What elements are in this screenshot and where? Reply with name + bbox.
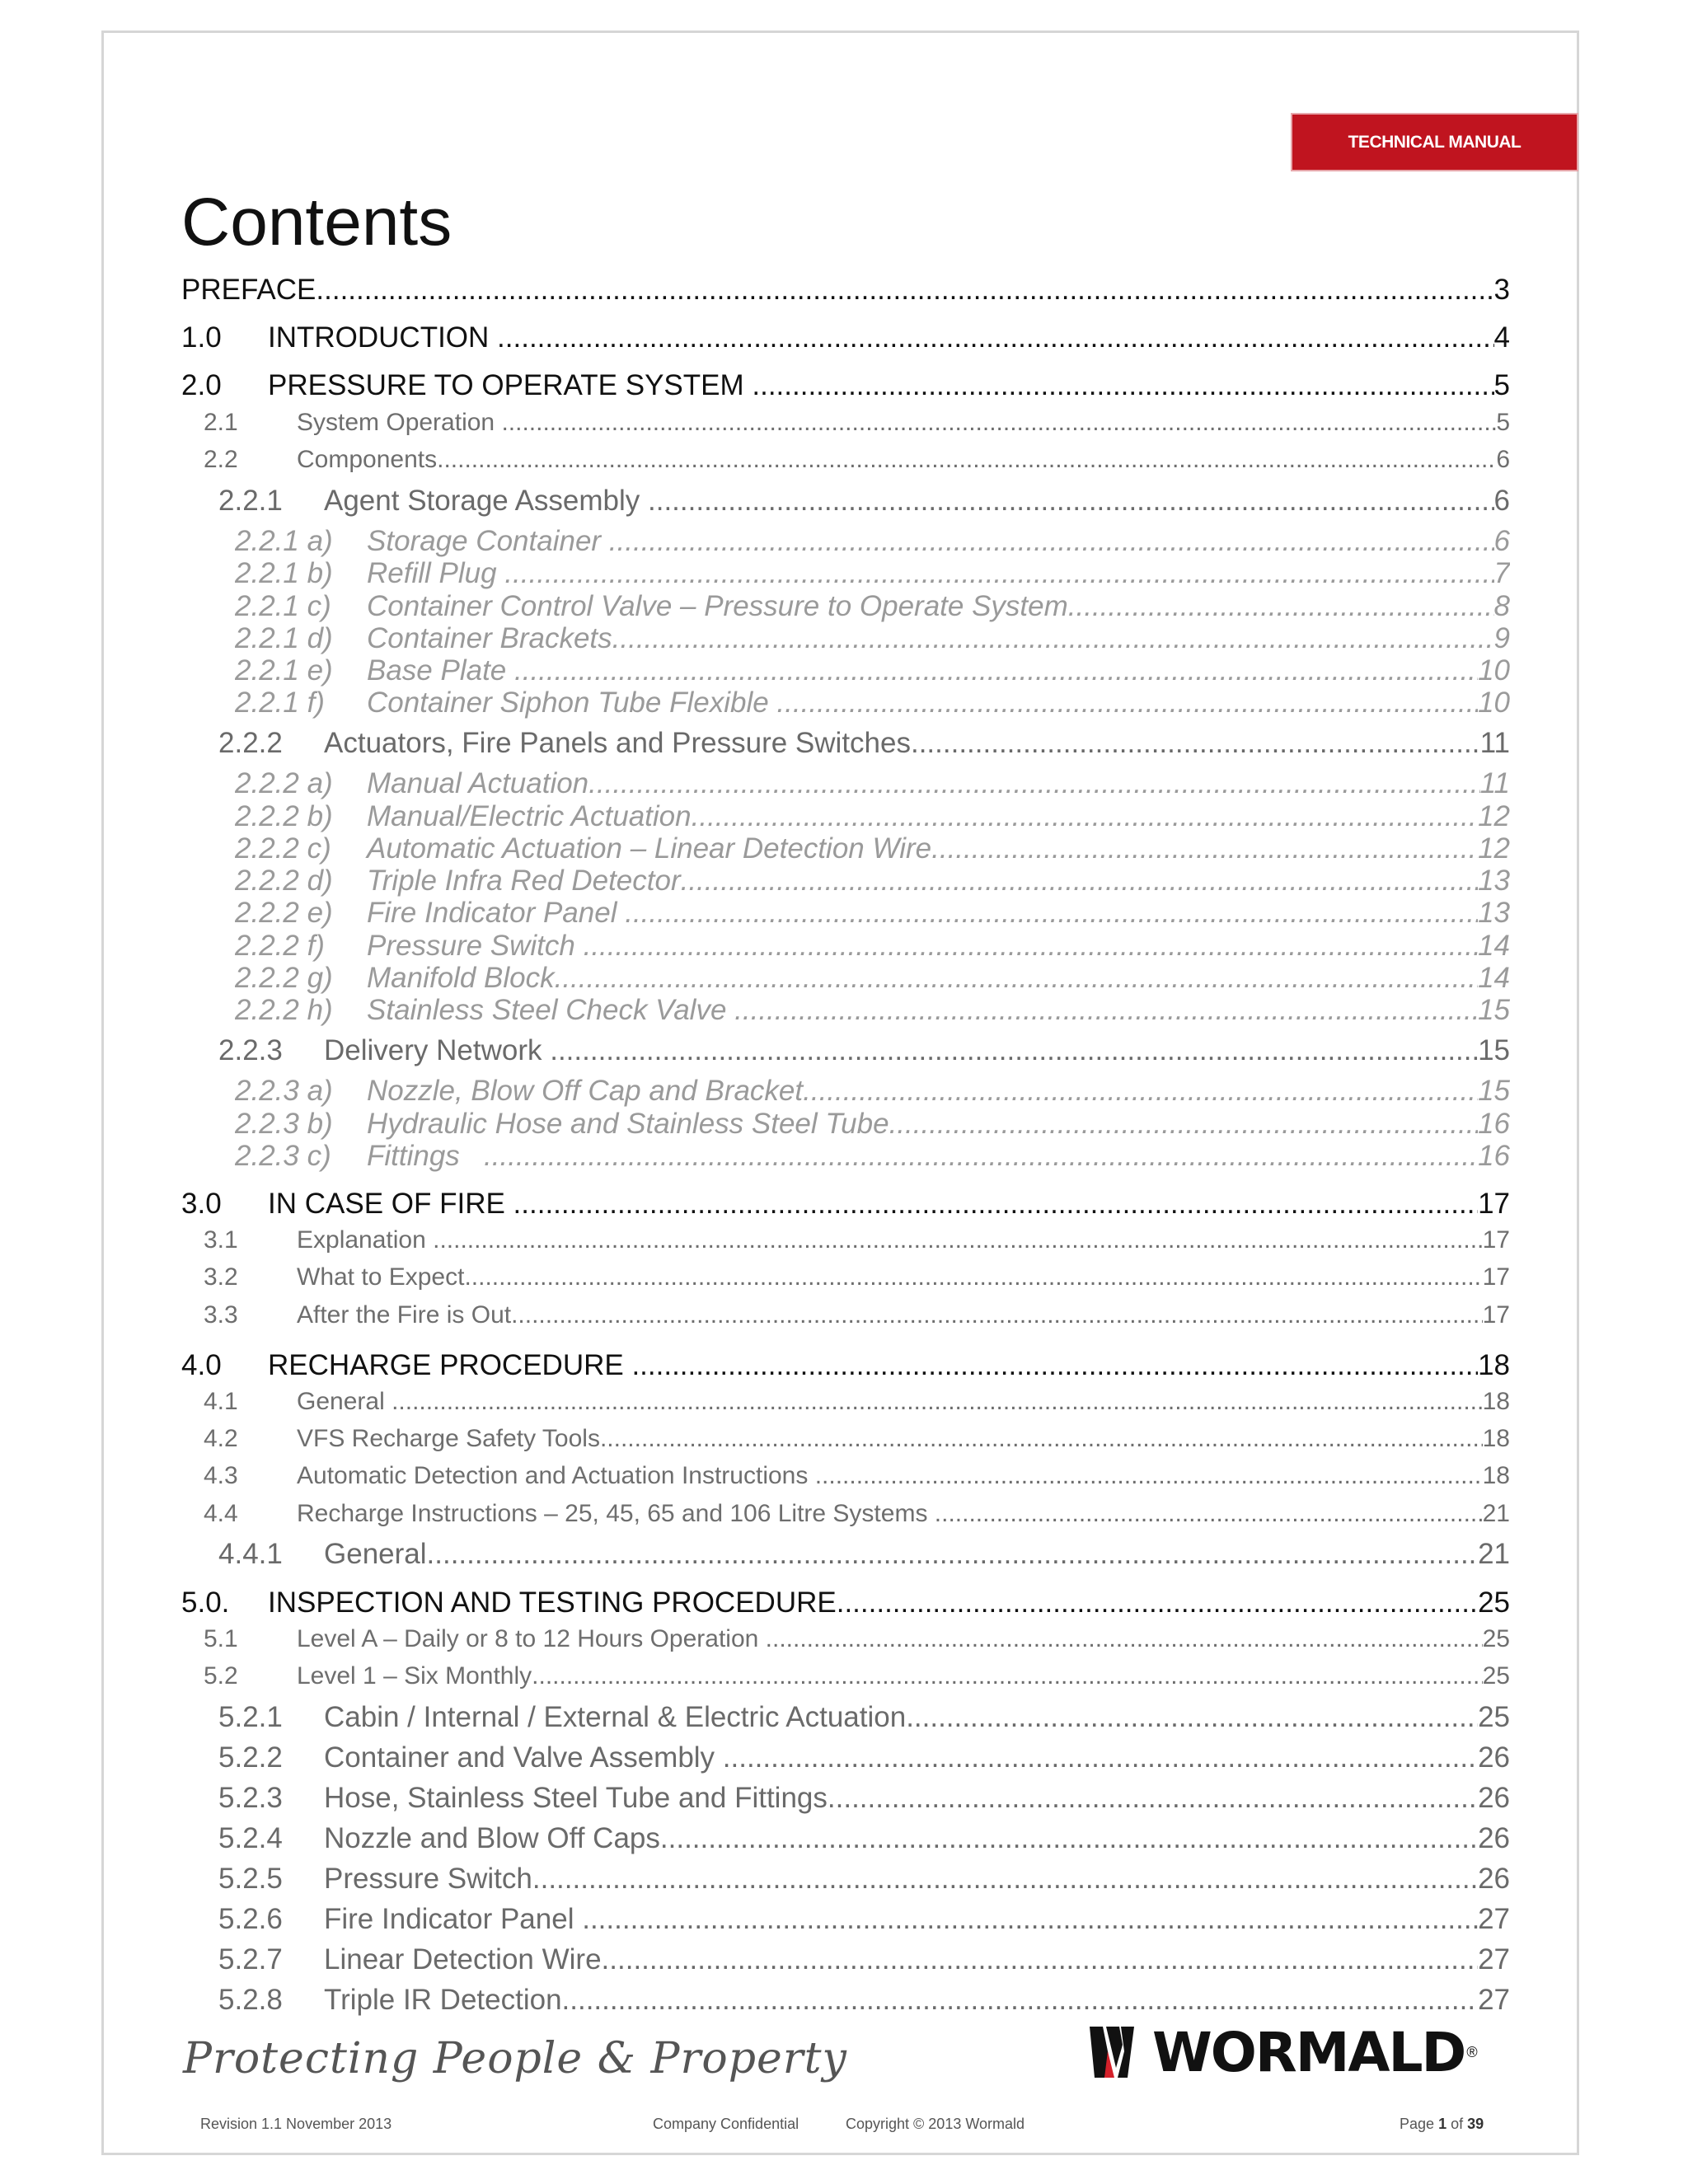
toc-entry[interactable] [181,1586,1510,1619]
toc-entry-page: 8 [1493,590,1510,622]
toc-entry-label: Triple Infra Red Detector [367,865,681,897]
toc-entry-page: 16 [1478,1140,1510,1172]
toc-entry-label: Level 1 – Six Monthly [297,1662,532,1690]
toc-entry-page: 6 [1493,525,1510,557]
toc-entry[interactable] [218,1034,1510,1067]
toc-entry[interactable] [218,1863,1510,1896]
toc-entry[interactable] [235,525,1510,558]
toc-entry-label: Nozzle, Blow Off Cap and Bracket [367,1075,804,1107]
toc-dot-leader [612,622,1494,655]
toc-entry-page: 10 [1478,654,1510,687]
toc-dot-leader [588,767,1480,800]
toc-entry[interactable] [218,1943,1510,1976]
toc-entry-number: 2.2.2 h) [235,994,333,1026]
toc-entry-page: 13 [1478,865,1510,897]
toc-entry[interactable] [235,897,1510,930]
toc-dot-leader [734,994,1478,1027]
toc-entry-label: Manifold Block [367,962,555,994]
toc-entry-page: 21 [1482,1500,1510,1527]
toc-entry[interactable] [181,321,1510,354]
toc-entry[interactable] [235,930,1510,963]
toc-entry-number: 2.2.2 b) [235,800,333,832]
toc-entry-label: Linear Detection Wire [324,1943,602,1975]
toc-entry[interactable] [218,1538,1510,1571]
page-title: Contents [181,185,452,260]
toc-entry[interactable] [218,1984,1510,2017]
toc-entry-label: Fire Indicator Panel [324,1903,583,1935]
toc-dot-leader [681,865,1478,898]
toc-entry-number: 2.2.2 e) [235,897,333,929]
toc-entry-label: General [324,1538,427,1570]
toc-entry[interactable] [235,557,1510,590]
toc-entry-label: Hose, Stainless Steel Tube and Fittings [324,1782,828,1814]
toc-dot-leader [497,321,1493,354]
toc-entry-page: 27 [1478,1903,1510,1935]
toc-entry-number: 5.1 [204,1625,238,1652]
toc-entry-page: 5 [1496,409,1510,436]
toc-entry-page: 17 [1482,1226,1510,1254]
toc-entry[interactable] [235,767,1510,800]
toc-entry-label: Agent Storage Assembly [324,485,648,517]
slogan: Protecting People & Property [183,2034,847,2083]
toc-entry[interactable] [218,485,1510,518]
toc-dot-leader [484,1140,1478,1173]
toc-entry-number: 3.1 [204,1226,238,1254]
toc-entry-number: 2.2.2 f) [235,930,325,962]
footer-confidential: Company Confidential [653,2116,799,2132]
page-of: of [1451,2116,1464,2132]
toc-entry-page: 21 [1478,1538,1510,1570]
toc-entry-label: After the Fire is Out [297,1301,512,1329]
toc-dot-leader [464,1263,1482,1291]
toc-entry-number: 2.2.2 d) [235,865,333,897]
toc-entry-number: 2.2.3 a) [235,1075,333,1107]
toc-entry-number: 2.2.2 g) [235,962,333,994]
footer-page-number [1400,2116,1484,2133]
toc-entry-number: 2.2.2 a) [235,767,333,799]
toc-entry-number: 4.3 [204,1462,238,1489]
footer-revision: Revision 1.1 November 2013 [200,2116,392,2132]
toc-entry-number: 2.2.1 d) [235,622,333,654]
toc-dot-leader [427,1538,1479,1571]
toc-entry-page: 18 [1482,1425,1510,1452]
toc-entry-number: 4.4 [204,1500,238,1527]
toc-entry-label: Pressure Switch [324,1863,532,1895]
toc-entry-number: 4.1 [204,1388,238,1415]
toc-dot-leader [511,1301,1483,1329]
toc-entry[interactable] [204,1226,1510,1254]
toc-entry-page: 4 [1493,321,1510,354]
technical-manual-badge: TECHNICAL MANUAL [1291,113,1578,171]
toc-dot-leader [837,1586,1478,1619]
toc-dot-leader [815,1462,1483,1490]
toc-entry-page: 18 [1478,1349,1510,1381]
toc-entry-label: PREFACE [181,274,316,306]
toc-entry-page: 12 [1478,800,1510,832]
toc-entry-page: 26 [1478,1822,1510,1854]
toc-entry-number: 5.2.7 [218,1943,283,1975]
toc-dot-leader [1068,590,1494,623]
toc-entry-number: 4.0 [181,1349,222,1381]
toc-entry-label: Container and Valve Assembly [324,1741,723,1774]
toc-entry-page: 27 [1478,1943,1510,1975]
toc-entry[interactable] [204,1301,1510,1329]
toc-entry-page: 25 [1478,1701,1510,1733]
toc-entry-number: 5.2.4 [218,1822,283,1854]
toc-entry[interactable] [235,622,1510,655]
toc-dot-leader [582,1903,1478,1936]
toc-entry-page: 26 [1478,1863,1510,1895]
toc-entry-number: 1.0 [181,321,222,354]
toc-dot-leader [906,1701,1478,1734]
toc-entry-page: 15 [1478,994,1510,1026]
toc-entry-page: 15 [1478,1075,1510,1107]
toc-entry-page: 14 [1478,930,1510,962]
toc-entry-label: Container Control Valve – Pressure to Operate System [367,590,1068,622]
toc-entry-label: General [297,1388,392,1415]
toc-entry-page: 6 [1496,446,1510,473]
toc-entry-label: Fittings [367,1140,484,1172]
toc-entry-label: IN CASE OF FIRE [268,1188,513,1220]
page-total: 39 [1467,2116,1484,2132]
toc-entry-number: 5.2 [204,1662,238,1690]
toc-dot-leader [513,1188,1479,1221]
toc-entry[interactable] [235,962,1510,995]
toc-entry-number: 2.1 [204,409,238,436]
page-current: 1 [1438,2116,1447,2132]
toc-dot-leader [776,687,1478,719]
toc-dot-leader [766,1625,1483,1653]
toc-entry[interactable] [235,865,1510,898]
toc-entry[interactable] [204,1462,1510,1490]
toc-entry-number: 5.2.5 [218,1863,283,1895]
toc-entry-number: 2.2.1 b) [235,557,333,589]
toc-entry[interactable] [204,409,1510,437]
toc-entry-label: What to Expect [297,1263,465,1291]
toc-entry-number: 2.2.2 [218,727,283,759]
toc-dot-leader [803,1075,1478,1108]
toc-entry-number: 3.3 [204,1301,238,1329]
toc-dot-leader [660,1822,1478,1855]
toc-dot-leader [437,446,1496,474]
toc-dot-leader [648,485,1494,518]
toc-entry-label: RECHARGE PROCEDURE [268,1349,632,1381]
toc-dot-leader [625,897,1478,930]
toc-entry[interactable] [204,1388,1510,1416]
toc-dot-leader [316,274,1493,307]
toc-entry[interactable] [235,687,1510,719]
toc-dot-leader [723,1741,1478,1774]
toc-entry[interactable] [235,800,1510,833]
toc-dot-leader [550,1034,1478,1067]
toc-entry-label: INTRODUCTION [268,321,498,354]
toc-entry-label: Cabin / Internal / External & Electric Actuation [324,1701,907,1733]
toc-entry-page: 6 [1493,485,1510,517]
toc-entry-number: 2.2.3 [218,1034,283,1066]
toc-entry-label: Delivery Network [324,1034,551,1066]
toc-entry-page: 7 [1493,557,1510,589]
toc-dot-leader [889,1108,1478,1141]
toc-dot-leader [514,654,1478,687]
logo-text: WORMALD [1152,2020,1465,2084]
toc-dot-leader [931,832,1478,865]
toc-entry-page: 11 [1479,727,1510,759]
toc-entry-label: Base Plate [367,654,514,687]
toc-entry-page: 25 [1478,1586,1510,1619]
toc-entry-number: 2.2.1 c) [235,590,331,622]
toc-dot-leader [600,1425,1483,1453]
toc-entry-label: INSPECTION AND TESTING PROCEDURE [268,1586,837,1619]
toc-dot-leader [555,962,1478,995]
toc-entry-number: 2.2.3 c) [235,1140,331,1172]
toc-entry-label: Components [297,446,438,473]
toc-entry-page: 17 [1482,1263,1510,1291]
toc-entry-label: Level A – Daily or 8 to 12 Hours Operation [297,1625,766,1652]
toc-entry-label: Automatic Actuation – Linear Detection Wire [367,832,932,865]
toc-entry-page: 18 [1482,1462,1510,1489]
toc-entry-number: 3.0 [181,1188,222,1220]
toc-entry-label: Pressure Switch [367,930,584,962]
toc-entry-label: Container Siphon Tube Flexible [367,687,777,719]
footer-copyright: Copyright © 2013 Wormald [846,2116,1025,2132]
toc-entry[interactable] [235,994,1510,1027]
toc-entry[interactable] [235,1140,1510,1173]
toc-entry-page: 26 [1478,1741,1510,1774]
toc-entry-number: 2.2.3 b) [235,1108,333,1140]
toc-dot-leader [911,727,1480,760]
toc-entry[interactable] [204,1662,1510,1690]
toc-entry-number: 2.2.1 e) [235,654,333,687]
toc-entry-label: Manual/Electric Actuation [367,800,692,832]
toc-entry-page: 11 [1479,767,1510,799]
toc-dot-leader [631,1349,1478,1382]
toc-entry-page: 17 [1482,1301,1510,1329]
toc-entry-label: System Operation [297,409,502,436]
toc-dot-leader [692,800,1478,833]
toc-entry-page: 13 [1478,897,1510,929]
toc-entry-page: 15 [1478,1034,1510,1066]
toc-dot-leader [828,1782,1478,1815]
toc-entry-number: 5.2.2 [218,1741,283,1774]
toc-entry[interactable] [235,654,1510,687]
toc-entry[interactable] [218,1741,1510,1774]
toc-entry-number: 2.2.1 [218,485,283,517]
toc-dot-leader [501,409,1496,437]
toc-entry-label: Recharge Instructions – 25, 45, 65 and 106 Litre Systems [297,1500,935,1527]
toc-entry-number: 5.2.3 [218,1782,283,1814]
toc-dot-leader [584,930,1478,963]
toc-entry[interactable] [204,1500,1510,1528]
toc-entry-label: Fire Indicator Panel [367,897,626,929]
toc-entry-page: 10 [1478,687,1510,719]
toc-entry-label: Storage Container [367,525,609,557]
toc-dot-leader [935,1500,1483,1528]
toc-entry[interactable] [218,1822,1510,1855]
toc-entry-number: 4.2 [204,1425,238,1452]
toc-entry[interactable] [181,1188,1510,1221]
toc-entry-label: Stainless Steel Check Valve [367,994,735,1026]
toc-entry[interactable] [181,274,1510,307]
toc-entry[interactable] [235,590,1510,623]
toc-entry[interactable] [204,1425,1510,1453]
toc-dot-leader [602,1943,1479,1976]
toc-entry[interactable] [235,1075,1510,1108]
wormald-logo-icon [1090,2027,1147,2078]
toc-dot-leader [433,1226,1483,1254]
toc-entry-page: 27 [1478,1984,1510,2016]
toc-entry-label: Hydraulic Hose and Stainless Steel Tube [367,1108,889,1140]
toc-entry-page: 26 [1478,1782,1510,1814]
toc-dot-leader [532,1662,1482,1690]
toc-entry-page: 17 [1478,1188,1510,1220]
toc-entry[interactable] [218,1701,1510,1734]
page-prefix: Page [1400,2116,1435,2132]
toc-entry[interactable] [235,1108,1510,1141]
toc-entry-number: 5.2.1 [218,1701,283,1733]
toc-entry[interactable] [181,1349,1510,1382]
toc-entry-page: 16 [1478,1108,1510,1140]
toc-dot-leader [609,525,1494,558]
toc-entry-page: 9 [1493,622,1510,654]
toc-entry[interactable] [218,1903,1510,1936]
toc-entry-label: Nozzle and Blow Off Caps [324,1822,660,1854]
toc-entry-number: 4.4.1 [218,1538,283,1570]
toc-dot-leader [392,1388,1483,1416]
toc-entry-page: 25 [1482,1625,1510,1652]
toc-entry-number: 2.0 [181,369,222,401]
wormald-logo [1090,2020,1518,2084]
toc-entry-label: Explanation [297,1226,434,1254]
toc-dot-leader [532,1863,1478,1896]
toc-entry[interactable] [218,727,1510,760]
toc-entry-number: 2.2.1 a) [235,525,333,557]
toc-entry-label: Refill Plug [367,557,505,589]
toc-entry-page: 12 [1478,832,1510,865]
toc-entry-page: 25 [1482,1662,1510,1690]
toc-entry-label: Automatic Detection and Actuation Instructions [297,1462,815,1489]
toc-entry[interactable] [181,369,1510,402]
toc-entry[interactable] [235,832,1510,865]
toc-entry-number: 5.2.6 [218,1903,283,1935]
toc-entry-label: Triple IR Detection [324,1984,562,2016]
toc-entry[interactable] [204,1625,1510,1653]
toc-entry-label: Container Brackets [367,622,612,654]
toc-dot-leader [504,557,1493,590]
toc-entry-page: 14 [1478,962,1510,994]
toc-entry-page: 5 [1493,369,1510,401]
toc-entry-number: 5.0. [181,1586,230,1619]
toc-entry-label: Actuators, Fire Panels and Pressure Switches [324,727,911,759]
toc-entry-number: 5.2.8 [218,1984,283,2016]
toc-entry-number: 2.2 [204,446,238,473]
toc-entry-number: 2.2.1 f) [235,687,325,719]
toc-entry[interactable] [204,446,1510,474]
toc-entry-label: VFS Recharge Safety Tools [297,1425,600,1452]
toc-entry-label: PRESSURE TO OPERATE SYSTEM [268,369,753,401]
toc-dot-leader [562,1984,1479,2017]
registered-mark: ® [1466,2043,1478,2060]
toc-entry-page: 18 [1482,1388,1510,1415]
toc-entry-number: 2.2.2 c) [235,832,331,865]
toc-entry[interactable] [218,1782,1510,1815]
toc-dot-leader [752,369,1493,402]
toc-entry-label: Manual Actuation [367,767,589,799]
toc-entry[interactable] [204,1263,1510,1291]
toc-entry-page: 3 [1493,274,1510,306]
toc-entry-number: 3.2 [204,1263,238,1291]
